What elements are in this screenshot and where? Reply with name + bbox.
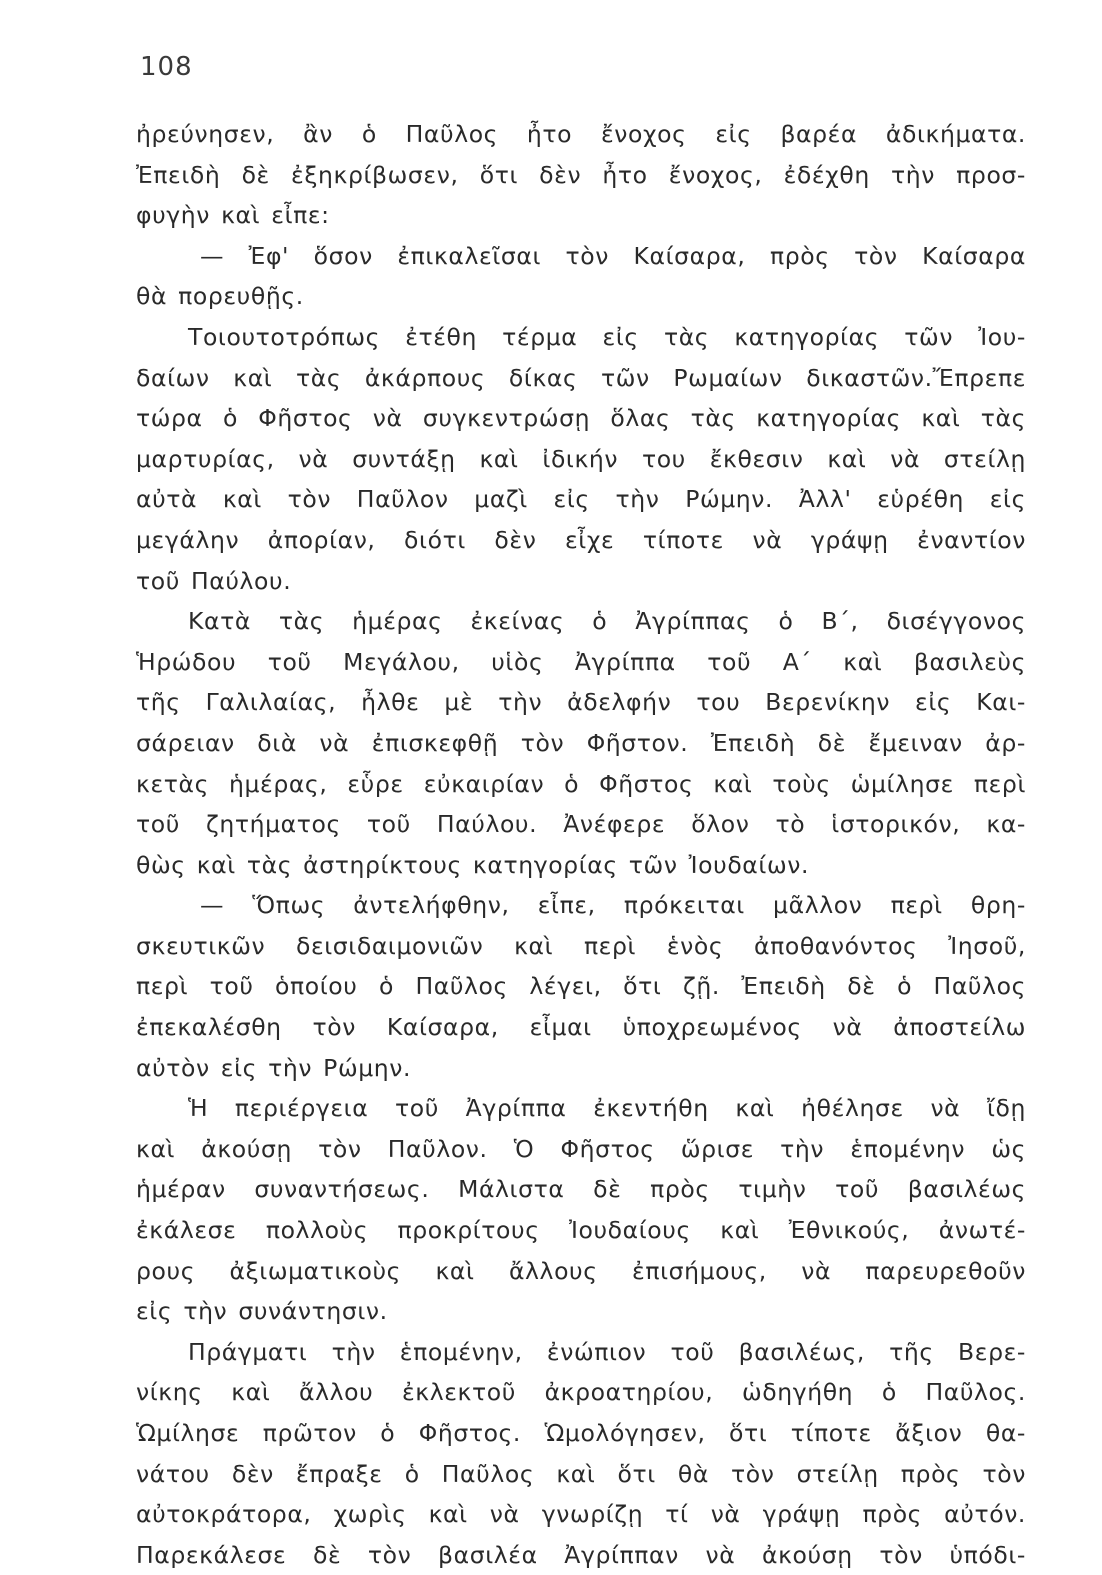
text-line: τώρα ὁ Φῆστος νὰ συγκεντρώσῃ ὅλας τὰς κατηγορίας καὶ τὰς [136, 404, 1026, 433]
text-line: — Ἐφ' ὅσον ἐπικαλεῖσαι τὸν Καίσαρα, πρὸς τὸν Καίσαρα [200, 241, 1026, 270]
text-line: καὶ ἀκούσῃ τὸν Παῦλον. Ὁ Φῆστος ὥρισε τὴν ἑπομένην ὡς [136, 1134, 1026, 1163]
text-line: Ἡρώδου τοῦ Μεγάλου, υἱὸς Ἀγρίππα τοῦ Α΄ καὶ βασιλεὺς [136, 647, 1026, 676]
text-line: νίκης καὶ ἄλλου ἐκλεκτοῦ ἀκροατηρίου, ὡδηγήθη ὁ Παῦλος. [136, 1378, 1026, 1407]
text-line: τοῦ Παύλου. [136, 566, 292, 595]
text-line: μαρτυρίας, νὰ συντάξῃ καὶ ἰδικήν του ἔκθεσιν καὶ νὰ στείλῃ [136, 444, 1026, 473]
text-line: ἡμέραν συναντήσεως. Μάλιστα δὲ πρὸς τιμὴν τοῦ βασιλέως [136, 1175, 1026, 1204]
text-line: αὐτοκράτορα, χωρὶς καὶ νὰ γνωρίζῃ τί νὰ γράψῃ πρὸς αὐτόν. [136, 1500, 1026, 1529]
text-line: Ἐπειδὴ δὲ ἐξηκρίβωσεν, ὅτι δὲν ἦτο ἔνοχος, ἐδέχθη τὴν προσ- [136, 160, 1026, 189]
text-line: ἐκάλεσε πολλοὺς προκρίτους Ἰουδαίους καὶ Ἐθνικούς, ἀνωτέ- [136, 1216, 1026, 1245]
text-line: τῆς Γαλιλαίας, ἦλθε μὲ τὴν ἀδελφήν του Βερενίκην εἰς Και- [136, 688, 1026, 717]
text-line: φυγὴν καὶ εἶπε: [136, 201, 330, 230]
text-line: θὰ πορευθῇς. [136, 282, 304, 311]
text-line: τοῦ ζητήματος τοῦ Παύλου. Ἀνέφερε ὅλον τὸ ἱστορικόν, κα- [136, 810, 1026, 839]
text-line: ρους ἀξιωματικοὺς καὶ ἄλλους ἐπισήμους, νὰ παρευρεθοῦν [136, 1256, 1026, 1285]
text-line: ἠρεύνησεν, ἂν ὁ Παῦλος ἦτο ἔνοχος εἰς βαρέα ἀδικήματα. [136, 120, 1026, 148]
text-line: νάτου δὲν ἔπραξε ὁ Παῦλος καὶ ὅτι θὰ τὸν στείλῃ πρὸς τὸν [136, 1459, 1026, 1488]
text-line: Πράγματι τὴν ἑπομένην, ἐνώπιον τοῦ βασιλέως, τῆς Βερε- [188, 1337, 1026, 1366]
text-line: σκευτικῶν δεισιδαιμονιῶν καὶ περὶ ἑνὸς ἀποθανόντος Ἰησοῦ, [136, 931, 1026, 960]
page-number: 108 [140, 52, 193, 82]
text-line: αὐτὰ καὶ τὸν Παῦλον μαζὶ εἰς τὴν Ρώμην. Ἀλλ' εὑρέθη εἰς [136, 485, 1026, 514]
text-line: κετὰς ἡμέρας, εὗρε εὐκαιρίαν ὁ Φῆστος καὶ τοὺς ὡμίλησε περὶ [136, 769, 1026, 798]
text-line: ἐπεκαλέσθη τὸν Καίσαρα, εἶμαι ὑποχρεωμένος νὰ ἀποστείλω [136, 1013, 1026, 1042]
text-line: θὼς καὶ τὰς ἀστηρίκτους κατηγορίας τῶν Ἰουδαίων. [136, 850, 810, 879]
text-line: αὐτὸν εἰς τὴν Ρώμην. [136, 1053, 412, 1082]
text-line: Τοιουτοτρόπως ἐτέθη τέρμα εἰς τὰς κατηγορίας τῶν Ἰου- [188, 322, 1026, 351]
text-line: Ἡ περιέργεια τοῦ Ἀγρίππα ἐκεντήθη καὶ ἠθέλησε νὰ ἴδῃ [188, 1094, 1026, 1123]
text-line: — Ὅπως ἀντελήφθην, εἶπε, πρόκειται μᾶλλον περὶ θρη- [200, 891, 1026, 920]
text-line: σάρειαν διὰ νὰ ἐπισκεφθῇ τὸν Φῆστον. Ἐπειδὴ δὲ ἔμειναν ἀρ- [136, 728, 1026, 757]
text-line: δαίων καὶ τὰς ἀκάρπους δίκας τῶν Ρωμαίων δικαστῶν.Ἔπρεπε [136, 363, 1026, 392]
text-line: περὶ τοῦ ὁποίου ὁ Παῦλος λέγει, ὅτι ζῇ. Ἐπειδὴ δὲ ὁ Παῦλος [136, 972, 1026, 1001]
text-line: μεγάλην ἀπορίαν, διότι δὲν εἶχε τίποτε νὰ γράψῃ ἐναντίον [136, 525, 1026, 554]
book-page-text [136, 114, 1026, 1575]
text-line: εἰς τὴν συνάντησιν. [136, 1297, 388, 1326]
text-line: Παρεκάλεσε δὲ τὸν βασιλέα Ἀγρίππαν νὰ ἀκούσῃ τὸν ὑπόδι- [136, 1540, 1026, 1569]
text-line: Κατὰ τὰς ἡμέρας ἐκείνας ὁ Ἀγρίππας ὁ Β΄, δισέγγονος [188, 607, 1026, 636]
text-line: Ὡμίλησε πρῶτον ὁ Φῆστος. Ὡμολόγησεν, ὅτι τίποτε ἄξιον θα- [136, 1419, 1026, 1447]
